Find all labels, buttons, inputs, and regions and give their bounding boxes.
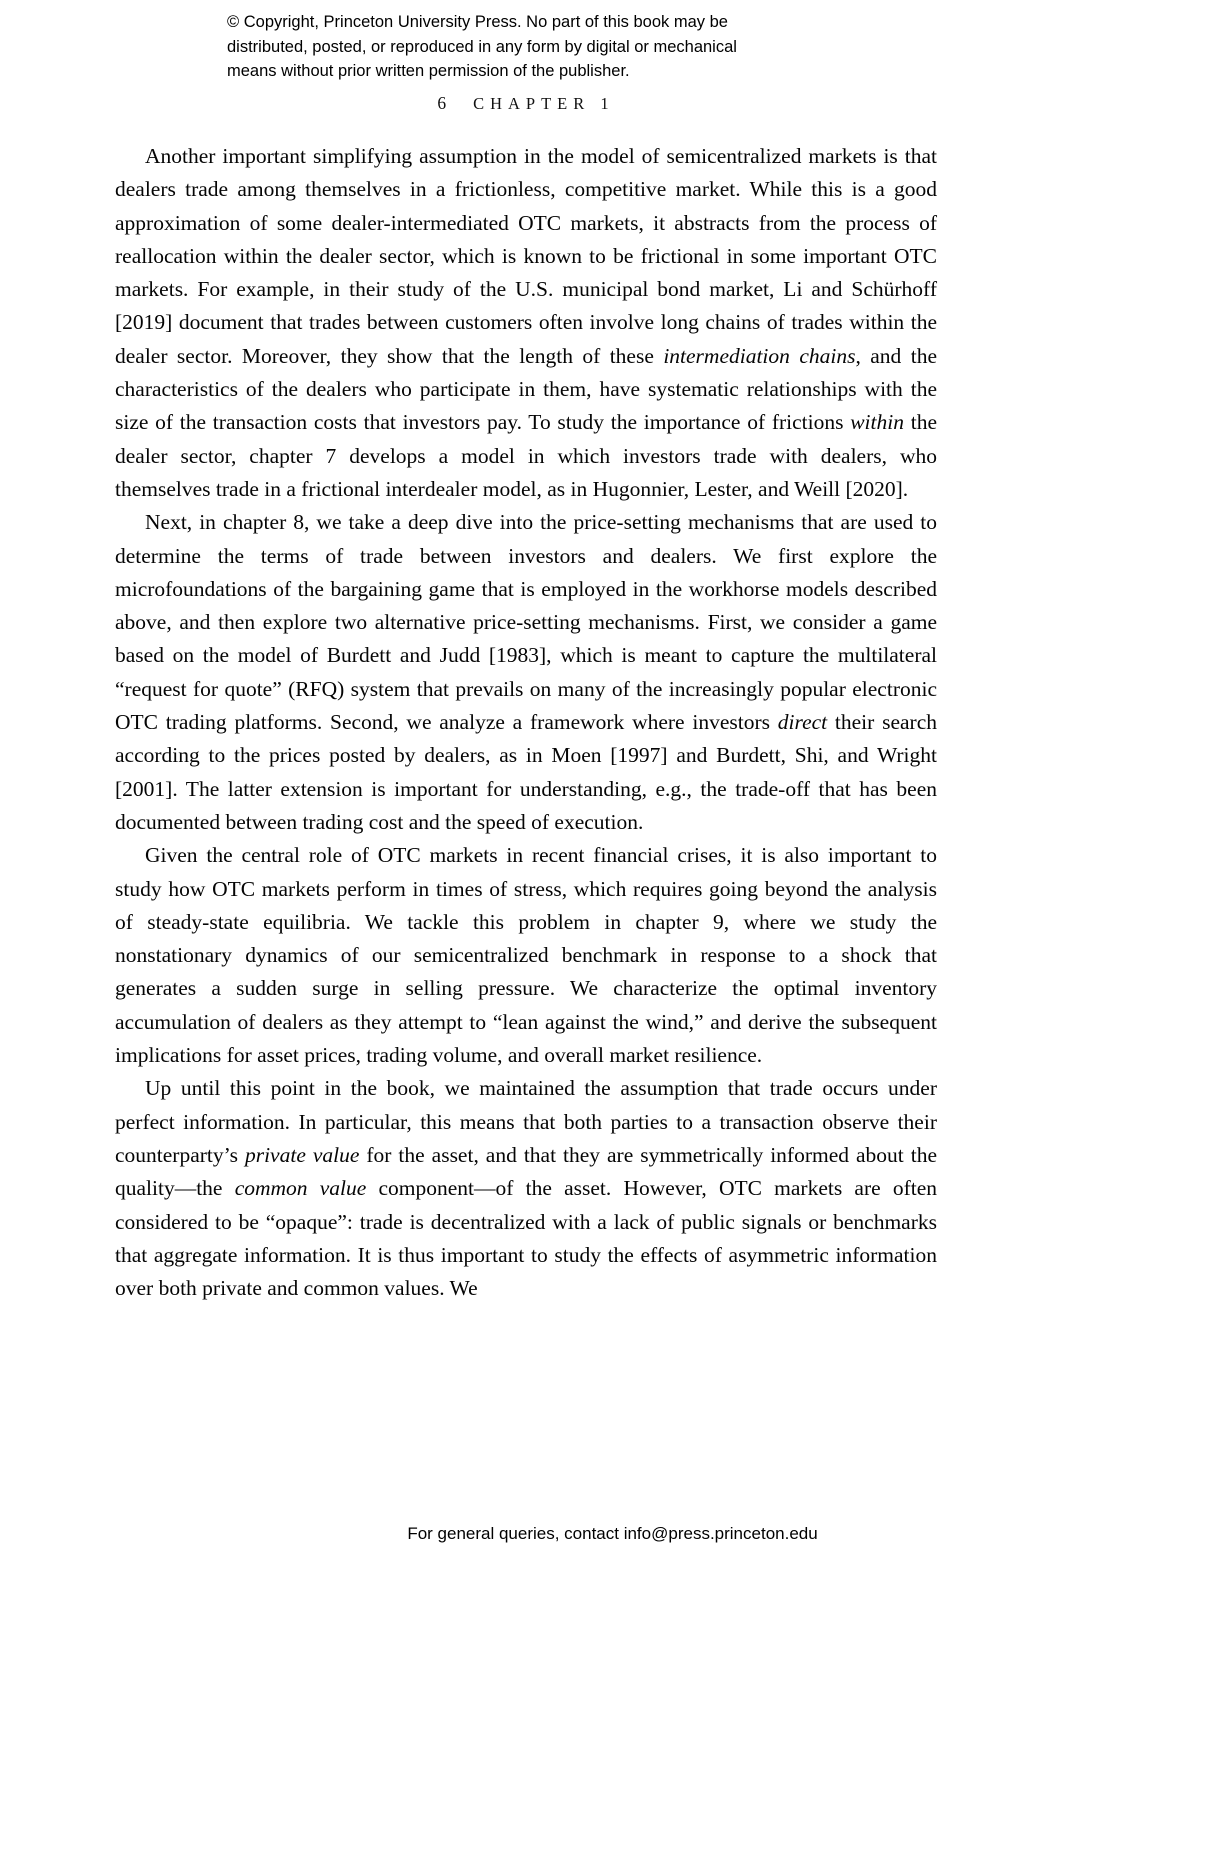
- text-run: Another important simplifying assumption in the model of semicentralized markets is that dealers trade among themselves in a frictionless, competitive market. While this is a good approximation of some dealer-intermediated OTC markets, it abstracts from the process of reallocation within the dealer sector, which is known to be frictional in some important OTC markets. For example, in their study of the U.S. municipal bond market, Li and Schürhoff [2019] document that trades between customers often involve long chains of trades within the dealer sector. Moreover, they show that the length of these: [115, 144, 937, 368]
- copyright-line: distributed, posted, or reproduced in any form by digital or mechanical: [227, 37, 737, 56]
- text-run: Given the central role of OTC markets in recent financial crises, it is also important to study how OTC markets perform in times of stress, which requires going beyond the analysis of steady-state equilibria. We tackle this problem in chapter 9, where we study the nonstationary dynamics of our semicentralized benchmark in response to a shock that generates a sudden surge in selling pressure. We characterize the optimal inventory accumulation of dealers as they attempt to “lean against the wind,” and derive the subsequent implications for asset prices, trading volume, and overall market resilience.: [115, 843, 937, 1068]
- paragraph: [115, 839, 937, 1072]
- paragraph: [115, 140, 937, 506]
- italic-text-run: direct: [777, 710, 828, 735]
- text-run: Next, in chapter 8, we take a deep dive into the price-setting mechanisms that are used to determine the terms of trade between investors and dealers. We first explore the microfoundations of the bargaining game that is employed in the workhorse models described above, and then explore two alternative price-setting mechanisms. First, we consider a game based on the model of Burdett and Judd [1983], which is meant to capture the multilateral “request for quote” (RFQ) system that prevails on many of the increasingly popular electronic OTC trading platforms. Second, we analyze a framework where investors: [115, 510, 937, 735]
- copyright-line: means without prior written permission of the publisher.: [227, 62, 630, 80]
- italic-text-run: within: [850, 410, 904, 435]
- text-run: the dealer sector, chapter 7 develops a model in which investors trade with dealers, who themselves trade in a frictional interdealer model, as in Hugonnier, Lester, and Weill [2020].: [115, 410, 937, 501]
- italic-text-run: intermediation chains: [663, 343, 856, 368]
- text-run: their search according to the prices posted by dealers, as in Moen [1997] and Burdett, Shi, and Wright [2001]. The latter extension is important for understanding, e.g., the trade-off that has been documented between trading cost and the speed of execution.: [115, 710, 937, 834]
- italic-text-run: common value: [234, 1176, 367, 1201]
- footer-query-line: For general queries, contact info@press.princeton.edu: [407, 1524, 818, 1543]
- text-run: component—of the asset. However, OTC markets are often considered to be “opaque”: trade is decentralized with a lack of public signals or benchmarks that aggregate information. It is thus important to study the effects of asymmetric information over both private and common values. We: [115, 1176, 938, 1301]
- text-run: for the asset, and that they are symmetrically informed about the quality—the: [115, 1142, 937, 1201]
- copyright-notice: [227, 10, 737, 84]
- paragraph: [115, 506, 937, 839]
- copyright-line: © Copyright, Princeton University Press. No part of this book may be: [227, 13, 728, 31]
- running-head: [115, 93, 937, 114]
- text-run: , and the characteristics of the dealers who participate in them, have systematic relationships with the size of the transaction costs that investors pay. To study the importance of frictions: [115, 343, 938, 435]
- body-text: [115, 140, 937, 1305]
- paragraph: [115, 1072, 937, 1305]
- italic-text-run: private value: [244, 1142, 360, 1167]
- text-run: Up until this point in the book, we maintained the assumption that trade occurs under perfect information. In particular, this means that both parties to a transaction observe their counterparty’s: [115, 1076, 937, 1167]
- chapter-label: CHAPTER 1: [473, 94, 615, 113]
- page-number: 6: [437, 93, 448, 113]
